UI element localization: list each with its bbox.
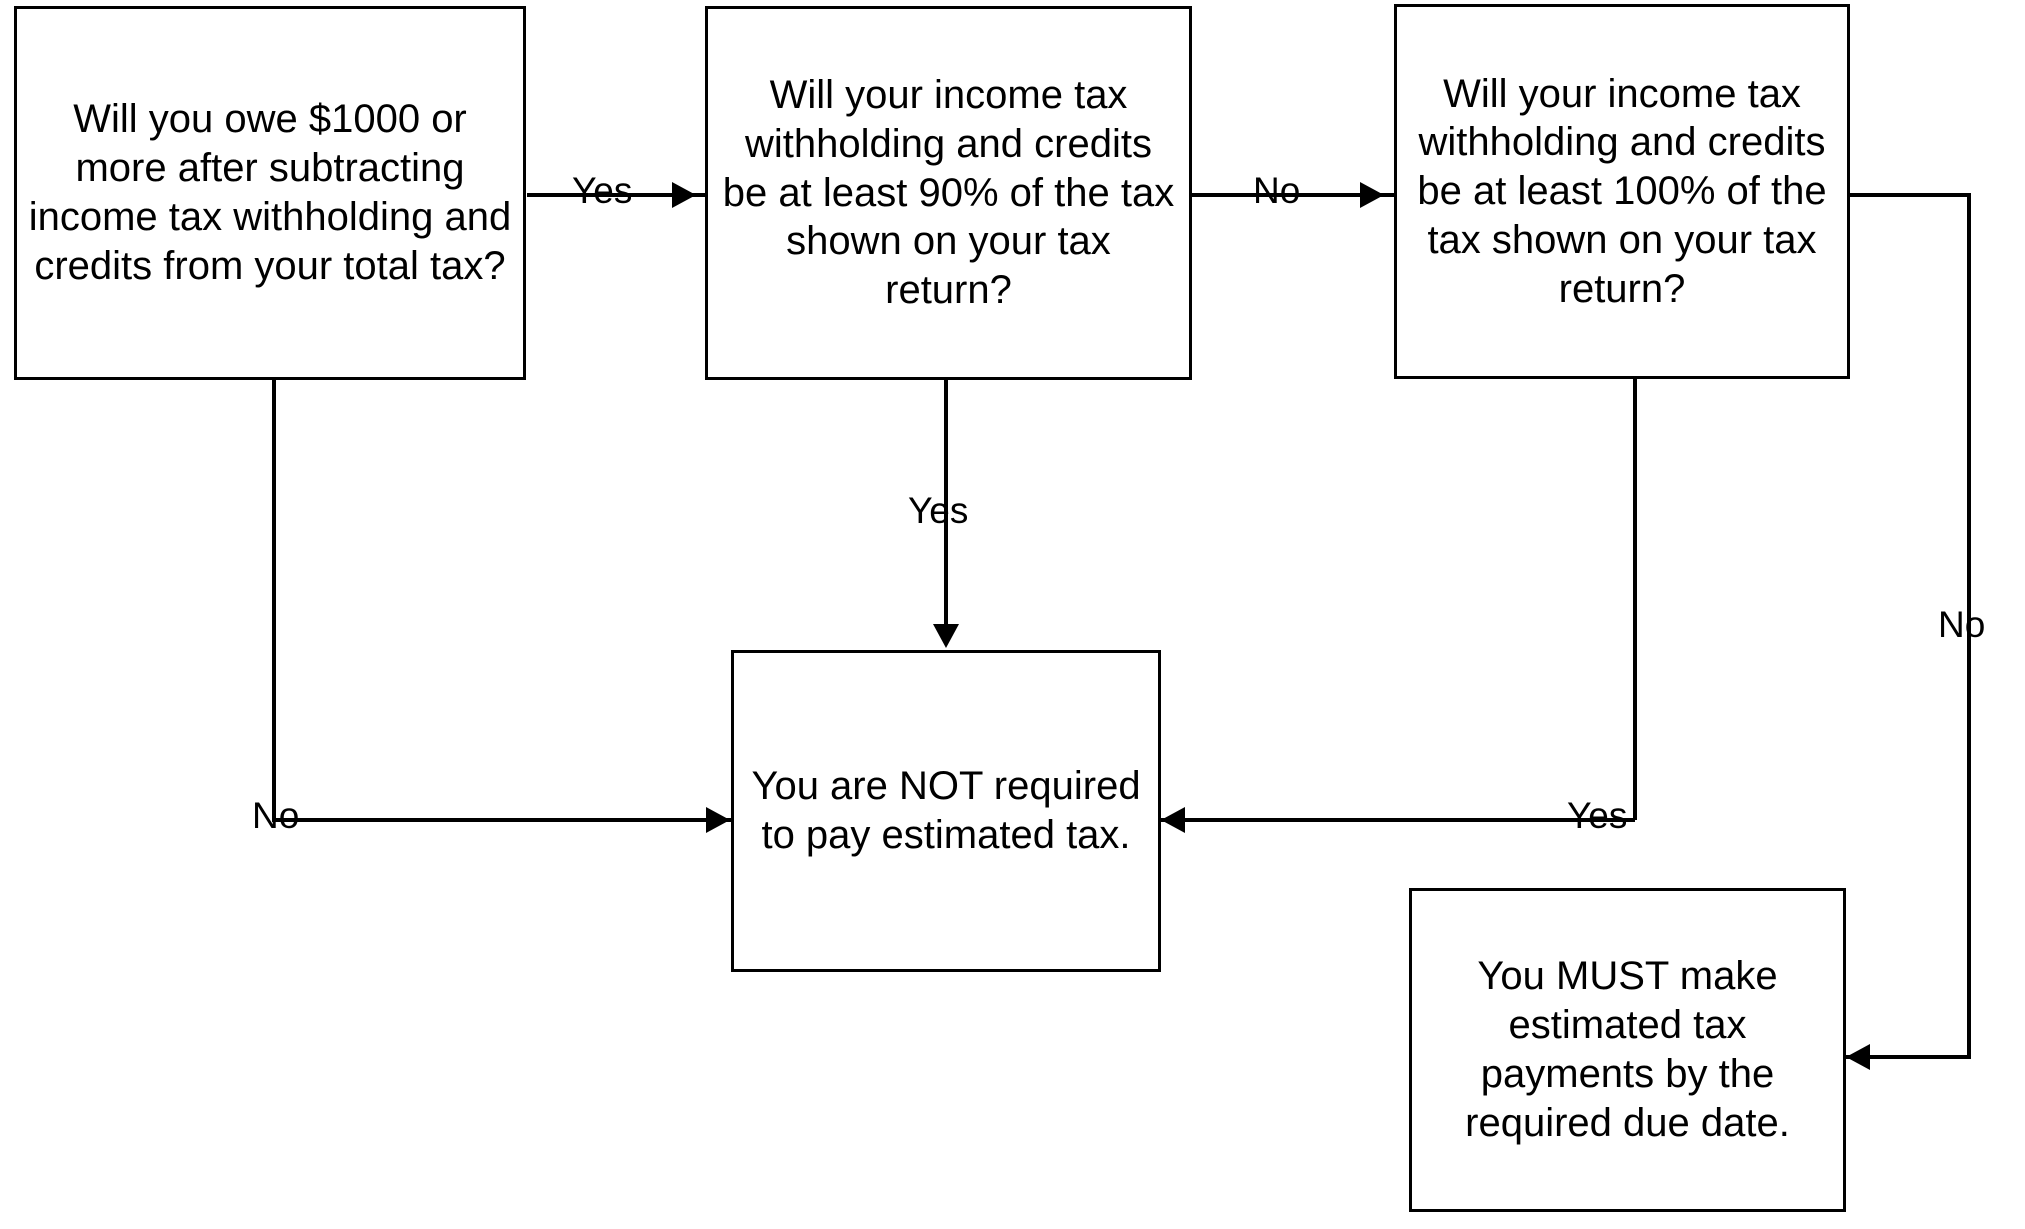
node-outcome-must-pay (1409, 888, 1846, 1212)
node-question-owe-1000-label: Will you owe $1000 or more after subtracting income tax withholding and credits from your total tax? (28, 97, 512, 288)
node-outcome-not-required-label: You are NOT required to pay estimated tax. (751, 764, 1141, 857)
edge-q1-no-line-vertical (272, 380, 276, 820)
edge-q3-yes-line-horizontal (1161, 818, 1635, 822)
node-outcome-must-pay-label: You MUST make estimated tax payments by the required due date. (1465, 954, 1790, 1145)
edge-label-q2-yes: Yes (908, 490, 969, 531)
edge-label-q3-yes: Yes (1567, 795, 1628, 836)
node-question-90-percent (705, 6, 1192, 380)
edge-q1-no-line-horizontal (272, 818, 731, 822)
edge-q1-yes-arrowhead (672, 182, 696, 208)
edge-q3-yes-line-vertical (1633, 379, 1637, 820)
edge-label-q2-no: No (1253, 170, 1301, 211)
edge-label-q1-yes: Yes (572, 170, 633, 211)
edge-label-q3-no: No (1938, 604, 1986, 645)
node-question-100-percent (1394, 4, 1850, 379)
node-question-100-percent-label: Will your income tax withholding and credits be at least 100% of the tax shown on your tax return? (1417, 71, 1827, 311)
edge-q3-no-arrowhead (1846, 1044, 1870, 1070)
edge-q2-yes-arrowhead (933, 624, 959, 648)
node-question-owe-1000 (14, 6, 526, 380)
edge-q3-yes-arrowhead (1161, 807, 1185, 833)
edge-label-q1-no: No (252, 795, 300, 836)
edge-q2-no-arrowhead (1360, 182, 1384, 208)
node-outcome-not-required (731, 650, 1161, 972)
edge-q1-no-arrowhead (706, 807, 730, 833)
node-question-90-percent-label: Will your income tax withholding and credits be at least 90% of the tax shown on your tax return? (722, 73, 1175, 313)
edge-q3-no-line-top (1850, 193, 1971, 197)
